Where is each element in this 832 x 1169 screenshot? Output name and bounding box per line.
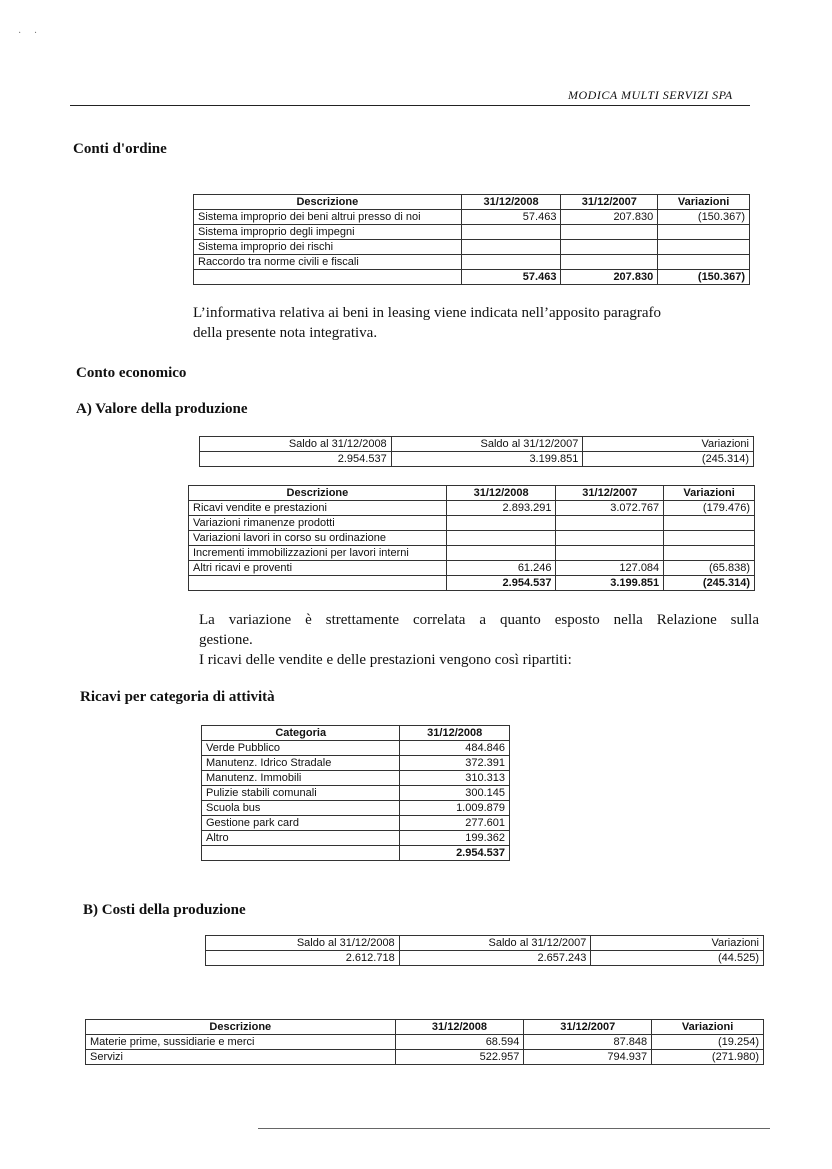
costi-produzione-table [85, 1019, 764, 1065]
paragraph-line: La variazione è strettamente correlata a quanto esposto nella Relazione sulla [199, 612, 759, 628]
saldo-label-row [206, 936, 764, 951]
table-header-row [202, 726, 510, 741]
saldo-value: (245.314) [583, 452, 754, 467]
cell-value: 127.084 [556, 561, 664, 576]
table-row [202, 786, 510, 801]
valore-produzione-table [188, 485, 755, 591]
cell-value [446, 516, 556, 531]
cell-value: 207.830 [561, 210, 658, 225]
heading-conti-ordine: Conti d'ordine [73, 141, 167, 157]
cell-total: 3.199.851 [556, 576, 664, 591]
table-header-row [194, 195, 750, 210]
table-row [86, 1050, 764, 1065]
paragraph-line: L’informativa relativa ai beni in leasing viene indicata nell’apposito paragrafo [193, 305, 662, 321]
table-row [194, 240, 750, 255]
saldo-label-row [200, 437, 754, 452]
heading-valore-produzione: A) Valore della produzione [76, 401, 248, 417]
col-header: Variazioni [652, 1020, 764, 1035]
cell-total: 207.830 [561, 270, 658, 285]
conti-ordine-table [193, 194, 750, 285]
cell-value: 484.846 [400, 741, 510, 756]
cell-value [658, 225, 750, 240]
table-row [189, 516, 755, 531]
cell-value: 1.009.879 [400, 801, 510, 816]
cell-value [556, 516, 664, 531]
cell-category: Manutenz. Immobili [202, 771, 400, 786]
cell-value: 794.937 [524, 1050, 652, 1065]
table-total-row [202, 846, 510, 861]
cell-description: Sistema improprio degli impegni [194, 225, 462, 240]
table-row [189, 531, 755, 546]
cell-description: Altri ricavi e proventi [189, 561, 447, 576]
paragraph-line: della presente nota integrativa. [193, 325, 378, 341]
cell-total: (150.367) [658, 270, 750, 285]
saldo-label: Saldo al 31/12/2007 [391, 437, 583, 452]
cell-value [561, 240, 658, 255]
cell-value [664, 546, 755, 561]
saldo-value: (44.525) [591, 951, 764, 966]
paragraph-line: I ricavi delle vendite e delle prestazioni vengono così ripartiti: [199, 652, 572, 668]
col-header: Variazioni [664, 486, 755, 501]
cell-description: Variazioni rimanenze prodotti [189, 516, 447, 531]
saldo-label: Variazioni [583, 437, 754, 452]
cell-total: 2.954.537 [400, 846, 510, 861]
saldo-a-table [199, 436, 754, 467]
table-total-row [194, 270, 750, 285]
footer-rule [258, 1128, 770, 1129]
cell-total: (245.314) [664, 576, 755, 591]
cell-description: Variazioni lavori in corso su ordinazione [189, 531, 447, 546]
cell-value: 68.594 [395, 1035, 524, 1050]
cell-description: Sistema improprio dei rischi [194, 240, 462, 255]
table-total-row [189, 576, 755, 591]
cell-value [556, 546, 664, 561]
saldo-label: Saldo al 31/12/2008 [206, 936, 400, 951]
col-header: 31/12/2008 [400, 726, 510, 741]
cell-total: 57.463 [461, 270, 561, 285]
cell-value [446, 531, 556, 546]
saldo-value: 3.199.851 [391, 452, 583, 467]
header-rule [70, 105, 750, 106]
variazione-paragraph [199, 610, 759, 670]
cell-value: 3.072.767 [556, 501, 664, 516]
cell-description: Raccordo tra norme civili e fiscali [194, 255, 462, 270]
cell-description: Ricavi vendite e prestazioni [189, 501, 447, 516]
cell-category: Scuola bus [202, 801, 400, 816]
col-header: Categoria [202, 726, 400, 741]
cell-category: Altro [202, 831, 400, 846]
cell-value: 310.313 [400, 771, 510, 786]
cell-value [556, 531, 664, 546]
cell-value: 372.391 [400, 756, 510, 771]
cell-value [561, 225, 658, 240]
cell-value: 61.246 [446, 561, 556, 576]
cell-value [664, 516, 755, 531]
table-row [202, 771, 510, 786]
saldo-value-row [206, 951, 764, 966]
cell-description: Materie prime, sussidiarie e merci [86, 1035, 396, 1050]
leasing-paragraph [193, 303, 661, 343]
col-header: 31/12/2007 [561, 195, 658, 210]
table-row [194, 225, 750, 240]
cell-value [461, 240, 561, 255]
cell-value [461, 225, 561, 240]
cell-description [189, 576, 447, 591]
saldo-b-table [205, 935, 764, 966]
cell-value: 57.463 [461, 210, 561, 225]
cell-value: 2.893.291 [446, 501, 556, 516]
table-row [202, 831, 510, 846]
cell-description: Servizi [86, 1050, 396, 1065]
col-header: 31/12/2007 [524, 1020, 652, 1035]
table-row [202, 801, 510, 816]
heading-conto-economico: Conto economico [76, 365, 187, 381]
cell-value: 300.145 [400, 786, 510, 801]
cell-category: Gestione park card [202, 816, 400, 831]
table-row [189, 501, 755, 516]
cell-value: (65.838) [664, 561, 755, 576]
ricavi-categoria-table [201, 725, 510, 861]
table-row [189, 546, 755, 561]
cell-category [202, 846, 400, 861]
table-row [202, 816, 510, 831]
col-header: Descrizione [189, 486, 447, 501]
cell-category: Manutenz. Idrico Stradale [202, 756, 400, 771]
col-header: Descrizione [86, 1020, 396, 1035]
saldo-value: 2.954.537 [200, 452, 392, 467]
cell-value: (271.980) [652, 1050, 764, 1065]
cell-value [664, 531, 755, 546]
table-header-row [189, 486, 755, 501]
cell-value: 87.848 [524, 1035, 652, 1050]
cell-value: (19.254) [652, 1035, 764, 1050]
table-row [202, 741, 510, 756]
cell-value [461, 255, 561, 270]
table-row [194, 210, 750, 225]
table-header-row [86, 1020, 764, 1035]
cell-value [561, 255, 658, 270]
cell-description: Sistema improprio dei beni altrui presso di noi [194, 210, 462, 225]
cell-value: (150.367) [658, 210, 750, 225]
saldo-label: Saldo al 31/12/2008 [200, 437, 392, 452]
heading-costi-produzione: B) Costi della produzione [83, 902, 246, 918]
cell-total: 2.954.537 [446, 576, 556, 591]
col-header: Descrizione [194, 195, 462, 210]
cell-value: 199.362 [400, 831, 510, 846]
scan-marks: · · [18, 28, 38, 39]
cell-value [658, 255, 750, 270]
cell-description: Incrementi immobilizzazioni per lavori interni [189, 546, 447, 561]
table-row [86, 1035, 764, 1050]
cell-category: Verde Pubblico [202, 741, 400, 756]
cell-value [446, 546, 556, 561]
cell-value: (179.476) [664, 501, 755, 516]
cell-value [658, 240, 750, 255]
heading-ricavi-categoria: Ricavi per categoria di attività [80, 689, 275, 705]
saldo-label: Variazioni [591, 936, 764, 951]
paragraph-line: gestione. [199, 632, 253, 648]
col-header: 31/12/2008 [461, 195, 561, 210]
table-row [202, 756, 510, 771]
cell-value: 277.601 [400, 816, 510, 831]
saldo-value: 2.612.718 [206, 951, 400, 966]
col-header: 31/12/2007 [556, 486, 664, 501]
col-header: 31/12/2008 [395, 1020, 524, 1035]
col-header: Variazioni [658, 195, 750, 210]
cell-description [194, 270, 462, 285]
table-row [189, 561, 755, 576]
col-header: 31/12/2008 [446, 486, 556, 501]
saldo-value: 2.657.243 [399, 951, 591, 966]
page-header-company: MODICA MULTI SERVIZI SPA [568, 88, 733, 102]
saldo-value-row [200, 452, 754, 467]
cell-category: Pulizie stabili comunali [202, 786, 400, 801]
table-row [194, 255, 750, 270]
cell-value: 522.957 [395, 1050, 524, 1065]
saldo-label: Saldo al 31/12/2007 [399, 936, 591, 951]
